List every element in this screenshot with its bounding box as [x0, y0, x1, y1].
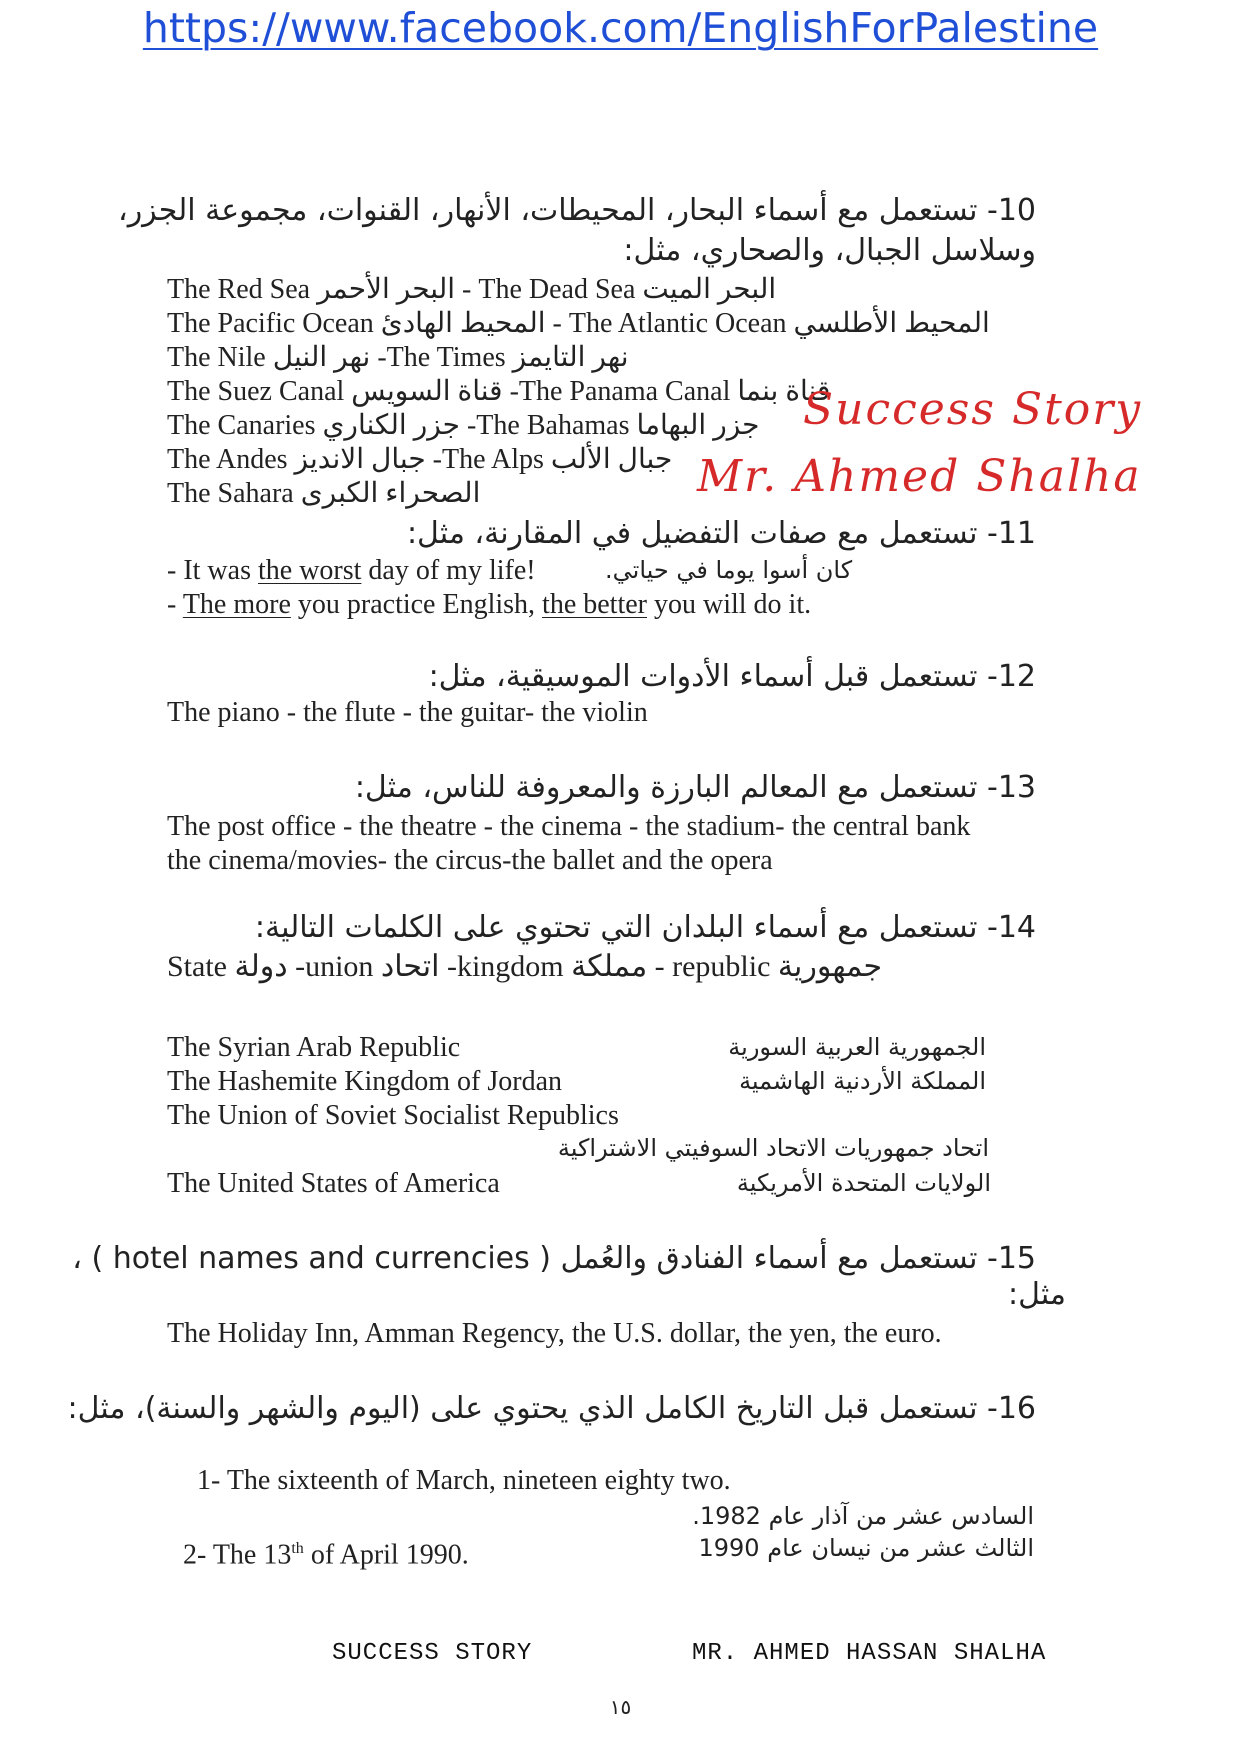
s12-line: The piano - the flute - the guitar- the violin [167, 697, 648, 728]
s14-row-2-en: The Hashemite Kingdom of Jordan [167, 1066, 563, 1097]
page-number: ١٥ [609, 1695, 632, 1719]
section-15-heading-cont: مثل: [1008, 1277, 1066, 1312]
s14-row-3-en: The Union of Soviet Socialist Republics [167, 1100, 619, 1131]
s14-row-2-ar: المملكة الأردنية الهاشمية [739, 1067, 986, 1095]
s13-line-1: The post office - the theatre - the cinema - the stadium- the central bank [167, 811, 971, 842]
s10-line-5: The Canaries جزر الكناري -The Bahamas جزر البهاما [167, 410, 760, 441]
footer-left: SUCCESS STORY [332, 1640, 533, 1667]
s14-row-3-ar: اتحاد جمهوريات الاتحاد السوفيتي الاشتراكية [557, 1134, 989, 1162]
section-10-heading: 10- تستعمل مع أسماء البحار، المحيطات، الأنهار، القنوات، مجموعة الجزر، [118, 193, 1036, 228]
s10-line-2: The Pacific Ocean المحيط الهادئ - The Atlantic Ocean المحيط الأطلسي [167, 308, 990, 339]
s16-example-2: 2- The 13th of April 1990. [183, 1539, 469, 1571]
s11-example-1: - It was the worst day of my life! [167, 555, 536, 586]
s10-line-1: The Red Sea البحر الأحمر - The Dead Sea البحر الميت [167, 274, 777, 305]
s14-row-1-en: The Syrian Arab Republic [167, 1032, 461, 1063]
footer-right: MR. AHMED HASSAN SHALHA [692, 1640, 1047, 1667]
section-15-heading: 15- تستعمل مع أسماء الفنادق والعُمل ( hotel names and currencies ) ، [72, 1241, 1036, 1276]
s10-line-7: The Sahara الصحراء الكبرى [167, 478, 481, 509]
facebook-link[interactable]: https://www.facebook.com/EnglishForPalestine [142, 4, 1099, 52]
section-14-heading: 14- تستعمل مع أسماء البلدان التي تحتوي على الكلمات التالية: [254, 910, 1036, 945]
s10-line-3: The Nile نهر النيل -The Times نهر التايمز [167, 342, 629, 373]
s14-row-4-en: The United States of America [167, 1168, 500, 1199]
s15-line: The Holiday Inn, Amman Regency, the U.S. dollar, the yen, the euro. [167, 1318, 942, 1349]
s10-line-4: The Suez Canal قناة السويس -The Panama Canal قناة بنما [167, 376, 831, 407]
s16-example-1: 1- The sixteenth of March, nineteen eighty two. [197, 1465, 731, 1496]
section-12-heading: 12- تستعمل قبل أسماء الأدوات الموسيقية، مثل: [428, 659, 1036, 694]
s14-row-4-ar: الولايات المتحدة الأمريكية [736, 1169, 991, 1197]
author-name-stamp: Mr. Ahmed Shalha [697, 451, 1142, 502]
section-16-heading: 16- تستعمل قبل التاريخ الكامل الذي يحتوي على (اليوم والشهر والسنة)، مثل: [67, 1391, 1036, 1426]
section-11-heading: 11- تستعمل مع صفات التفضيل في المقارنة، مثل: [406, 516, 1036, 551]
s14-keywords: State دولة -union اتحاد -kingdom مملكة - republic جمهورية [167, 950, 883, 983]
s16-example-2-ar: الثالث عشر من نيسان عام 1990 [698, 1534, 1034, 1562]
section-13-heading: 13- تستعمل مع المعالم البارزة والمعروفة للناس، مثل: [354, 770, 1036, 805]
section-10-heading-cont: وسلاسل الجبال، والصحاري، مثل: [623, 233, 1036, 268]
s10-line-6: The Andes جبال الانديز -The Alps جبال الألب [167, 444, 673, 475]
s16-example-1-ar: السادس عشر من آذار عام 1982. [692, 1502, 1034, 1530]
s11-example-2: - The more you practice English, the better you will do it. [167, 589, 812, 620]
s11-example-1-ar: كان أسوا يوما في حياتي. [605, 556, 853, 584]
s13-line-2: the cinema/movies- the circus-the ballet and the opera [167, 845, 773, 876]
success-story-stamp: Success Story [803, 384, 1143, 435]
s14-row-1-ar: الجمهورية العربية السورية [728, 1033, 986, 1061]
